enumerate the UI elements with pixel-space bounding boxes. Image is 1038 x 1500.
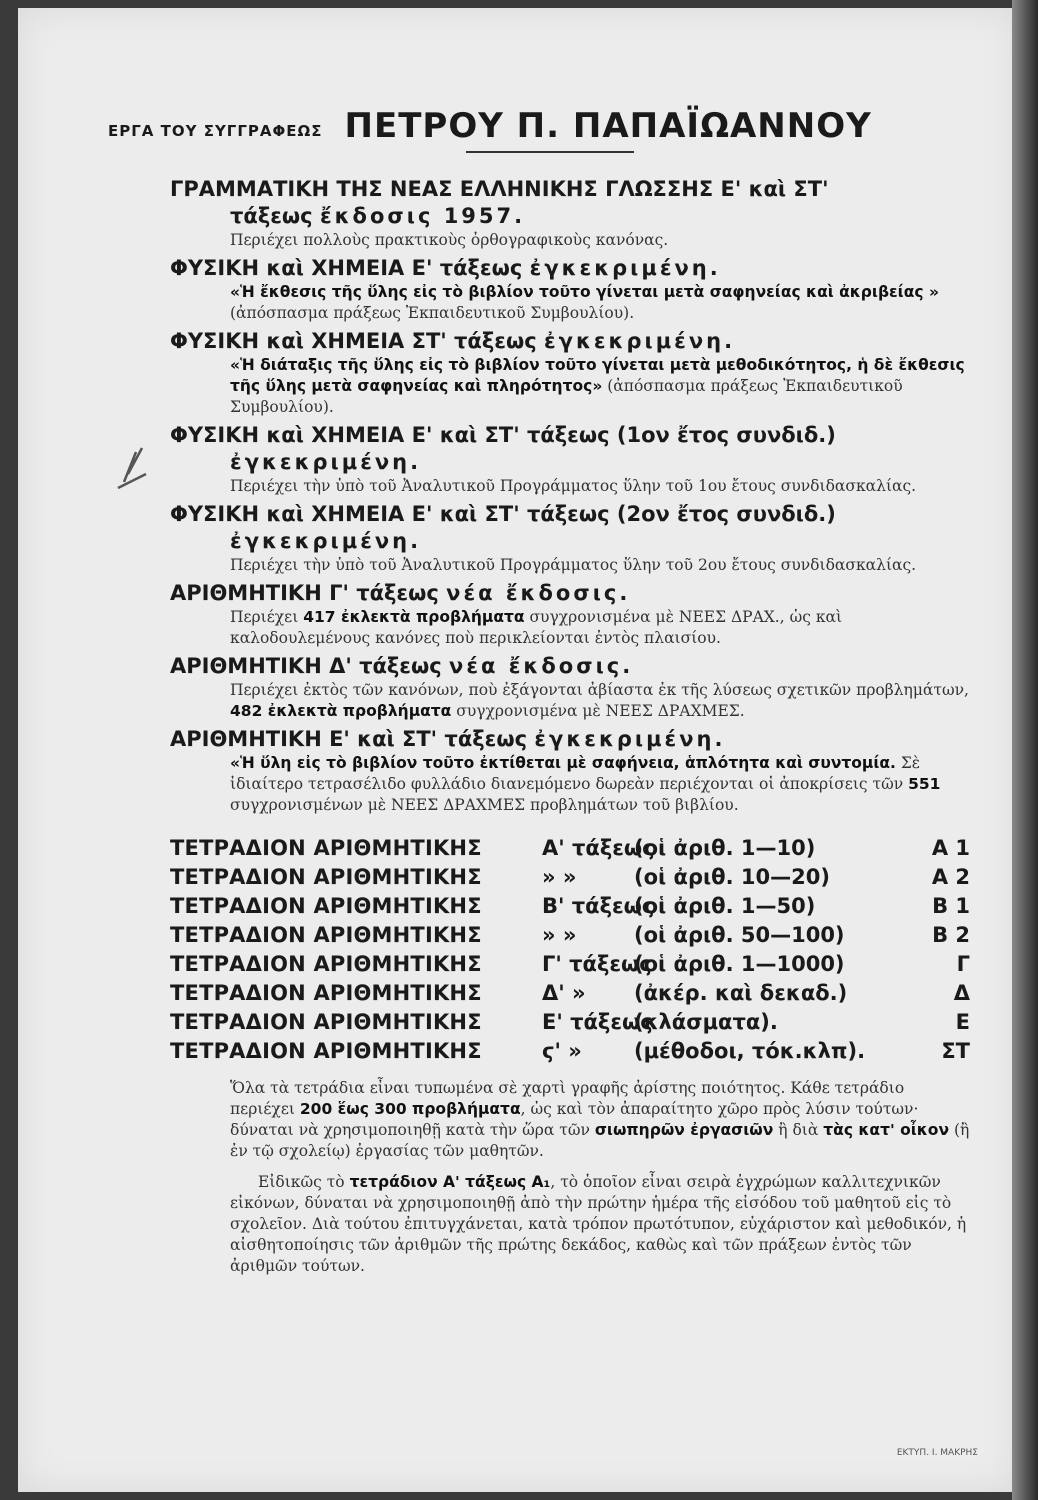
note-paragraph: Ὅλα τὰ τετράδια εἶναι τυπωμένα σὲ χαρτὶ γραφῆς ἀρίστης ποιότητος. Κάθε τετράδιο περιέχει 200 ἕως 300 προβλήματα, ὡς καὶ τὸν ἀπαραίτητο χῶρο πρὸς λύσιν τούτων· δύναται νὰ χρησιμοποιηθῇ κατὰ τὴν ὥρα τῶν σιωπηρῶν ἐργασιῶν ἢ διὰ τὰς κατ' οἶκον (ἢ ἐν τῷ σχολείῳ) ἐργασίας τῶν μαθητῶν. (230, 1079, 970, 1160)
workbook-name: ΤΕΤΡΑΔΙΟΝ ΑΡΙΘΜΗΤΙΚΗΣ (170, 836, 482, 860)
workbook-name: ΤΕΤΡΑΔΙΟΝ ΑΡΙΘΜΗΤΙΚΗΣ (170, 952, 482, 976)
entry-title-cont: ἐγκεκριμένη. (230, 529, 422, 553)
workbook-code: Β 1 (932, 894, 970, 918)
binding-edge (1012, 0, 1038, 1500)
workbook-range: (ἀκέρ. καὶ δεκαδ.) (634, 981, 848, 1005)
workbook-name: ΤΕΤΡΑΔΙΟΝ ΑΡΙΘΜΗΤΙΚΗΣ (170, 865, 482, 889)
entry-title: ΦΥΣΙΚΗ καὶ ΧΗΜΕΙΑ Ε' καὶ ΣΤ' τάξεως (1ον ἔτος συνδιδ.) (170, 423, 836, 447)
workbook-code: Α 1 (931, 836, 970, 860)
entry-title-cont: ἐγκεκριμένη. (230, 450, 422, 474)
list-item (170, 328, 970, 418)
workbook-code: ΣΤ (941, 1039, 970, 1063)
workbook-range: (οἱ ἀριθ. 1—1000) (634, 952, 845, 976)
header (108, 96, 968, 146)
note-paragraph: Εἰδικῶς τὸ τετράδιον Α' τάξεως Α₁, τὸ ὁποῖον εἶναι σειρὰ ἐγχρώμων καλλιτεχνικῶν εἰκόνων, δύναται νὰ χρησιμοποιηθῇ ἀπὸ τὴν πρώτην ἡμέρα τῆς εἰσόδου τοῦ μαθητοῦ εἰς τὸ σχολεῖον. Διὰ τούτου ἐπιτυγχάνεται, κατὰ τρόπον πρωτότυπον, εὐχάριστον καὶ μεθοδικόν, ἡ αἰσθητοποίησις τῶν ἀριθμῶν τῆς πρώτης δεκάδος, καθὼς καὶ τῶν πράξεων ἐντὸς τῶν ἀριθμῶν τούτων. (230, 1173, 967, 1275)
list-item (170, 176, 970, 251)
workbook-code: Δ (953, 981, 970, 1005)
workbook-name: ΤΕΤΡΑΔΙΟΝ ΑΡΙΘΜΗΤΙΚΗΣ (170, 1039, 482, 1063)
entry-title: ΓΡΑΜΜΑΤΙΚΗ ΤΗΣ ΝΕΑΣ ΕΛΛΗΝΙΚΗΣ ΓΛΩΣΣΗΣ Ε' καὶ ΣΤ' (170, 177, 829, 201)
table-row (170, 979, 970, 1008)
entry-description: Περιέχει 417 ἐκλεκτὰ προβλήματα συγχρονισμένα μὲ ΝΕΕΣ ΔΡΑΧ., ὡς καὶ καλοδουλεμένους κανόνες ποὺ περικλείονται ἐντὸς πλαισίου. (230, 608, 843, 647)
list-item (170, 255, 970, 324)
workbooks-list (170, 834, 970, 1066)
author-name: ΠΕΤΡΟΥ Π. ΠΑΠΑΪΩΑΝΝΟΥ (344, 106, 872, 146)
list-item (170, 653, 970, 722)
workbook-class: ϛ' » (542, 1039, 582, 1063)
workbook-code: Ε (955, 1010, 970, 1034)
workbook-class: Ε' τάξεως (542, 1010, 653, 1034)
table-row (170, 1008, 970, 1037)
list-item (170, 726, 970, 816)
list-item (170, 422, 970, 497)
entry-description: «Ἡ ὕλη εἰς τὸ βιβλίον τοῦτο ἐκτίθεται μὲ σαφήνεια, ἁπλότητα καὶ συντομία. Σὲ ἰδιαίτερο τετρασέλιδο φυλλάδιο διανεμόμενο δωρεὰν περιέχονται οἱ ἀποκρίσεις τῶν 551 συγχρονισμένων μὲ ΝΕΕΣ ΔΡΑΧΜΕΣ προβλημάτων τοῦ βιβλίου. (230, 754, 941, 814)
entry-description: Περιέχει τὴν ὑπὸ τοῦ Ἀναλυτικοῦ Προγράμματος ὕλην τοῦ 2ου ἔτους συνδιδασκαλίας. (230, 556, 917, 574)
entry-title: ΑΡΙΘΜΗΤΙΚΗ Δ' τάξεως νέα ἔκδοσις. (170, 654, 634, 678)
printer-credit: ΕΚΤΥΠ. Ι. ΜΑΚΡΗΣ (896, 1448, 978, 1458)
workbook-class: Β' τάξεως (542, 894, 655, 918)
list-item (170, 501, 970, 576)
entry-description: «Ἡ διάταξις τῆς ὕλης εἰς τὸ βιβλίον τοῦτο γίνεται μετὰ μεθοδικότητος, ἡ δὲ ἔκθεσις τῆς ὕλης μετὰ σαφηνείας καὶ πληρότητος» (ἀπόσπασμα πράξεως Ἐκπαιδευτικοῦ Συμβουλίου). (230, 356, 965, 416)
workbook-name: ΤΕΤΡΑΔΙΟΝ ΑΡΙΘΜΗΤΙΚΗΣ (170, 981, 482, 1005)
table-row (170, 892, 970, 921)
workbook-class: Γ' τάξεως (542, 952, 652, 976)
workbook-range: (μέθοδοι, τόκ.κλπ). (634, 1039, 866, 1063)
workbook-class: » » (542, 865, 577, 889)
entry-description: Περιέχει τὴν ὑπὸ τοῦ Ἀναλυτικοῦ Προγράμματος ὕλην τοῦ 1ου ἔτους συνδιδασκαλίας. (230, 477, 917, 495)
entry-title-cont: τάξεως ἔκδοσις 1957. (230, 204, 526, 228)
workbook-range: (κλάσματα). (634, 1010, 778, 1034)
entry-description: Περιέχει ἐκτὸς τῶν κανόνων, ποὺ ἐξάγονται ἀβίαστα ἐκ τῆς λύσεως σχετικῶν προβλημάτων, 482 ἐκλεκτὰ προβλήματα συγχρονισμένα μὲ ΝΕΕΣ ΔΡΑΧΜΕΣ. (230, 681, 969, 720)
workbook-range: (οἱ ἀριθ. 10—20) (634, 865, 830, 889)
header-rule (466, 151, 634, 153)
table-row (170, 921, 970, 950)
pencil-mark (114, 444, 154, 494)
workbook-name: ΤΕΤΡΑΔΙΟΝ ΑΡΙΘΜΗΤΙΚΗΣ (170, 923, 482, 947)
entry-description: «Ἡ ἔκθεσις τῆς ὕλης εἰς τὸ βιβλίον τοῦτο γίνεται μετὰ σαφηνείας καὶ ἀκριβείας » (ἀπόσπασμα πράξεως Ἐκπαιδευτικοῦ Συμβουλίου). (230, 283, 939, 322)
workbook-class: Α' τάξεως (542, 836, 655, 860)
table-row (170, 1037, 970, 1066)
workbook-code: Α 2 (931, 865, 970, 889)
workbook-code: Γ (956, 952, 970, 976)
list-item (170, 580, 970, 649)
entry-title: ΑΡΙΘΜΗΤΙΚΗ Ε' καὶ ΣΤ' τάξεως ἐγκεκριμένη. (170, 727, 726, 751)
notes (170, 1078, 970, 1277)
table-row (170, 863, 970, 892)
works-list (170, 176, 970, 1287)
document-page (18, 8, 1018, 1492)
entry-title: ΦΥΣΙΚΗ καὶ ΧΗΜΕΙΑ Ε' τάξεως ἐγκεκριμένη. (170, 256, 721, 280)
workbook-name: ΤΕΤΡΑΔΙΟΝ ΑΡΙΘΜΗΤΙΚΗΣ (170, 894, 482, 918)
entry-title: ΦΥΣΙΚΗ καὶ ΧΗΜΕΙΑ ΣΤ' τάξεως ἐγκεκριμένη. (170, 329, 736, 353)
workbook-code: Β 2 (932, 923, 970, 947)
entry-title: ΦΥΣΙΚΗ καὶ ΧΗΜΕΙΑ Ε' καὶ ΣΤ' τάξεως (2ον ἔτος συνδιδ.) (170, 502, 836, 526)
header-prefix: ΕΡΓΑ ΤΟΥ ΣΥΓΓΡΑΦΕΩΣ (108, 122, 323, 140)
workbook-range: (οἱ ἀριθ. 1—50) (634, 894, 816, 918)
workbook-range: (οἱ ἀριθ. 1—10) (634, 836, 816, 860)
workbook-class: » » (542, 923, 577, 947)
entry-title: ΑΡΙΘΜΗΤΙΚΗ Γ' τάξεως νέα ἔκδοσις. (170, 581, 631, 605)
workbook-range: (οἱ ἀριθ. 50—100) (634, 923, 845, 947)
table-row (170, 834, 970, 863)
table-row (170, 950, 970, 979)
entry-description: Περιέχει πολλοὺς πρακτικοὺς ὀρθογραφικοὺς κανόνας. (230, 231, 669, 249)
workbook-name: ΤΕΤΡΑΔΙΟΝ ΑΡΙΘΜΗΤΙΚΗΣ (170, 1010, 482, 1034)
workbook-class: Δ' » (542, 981, 586, 1005)
